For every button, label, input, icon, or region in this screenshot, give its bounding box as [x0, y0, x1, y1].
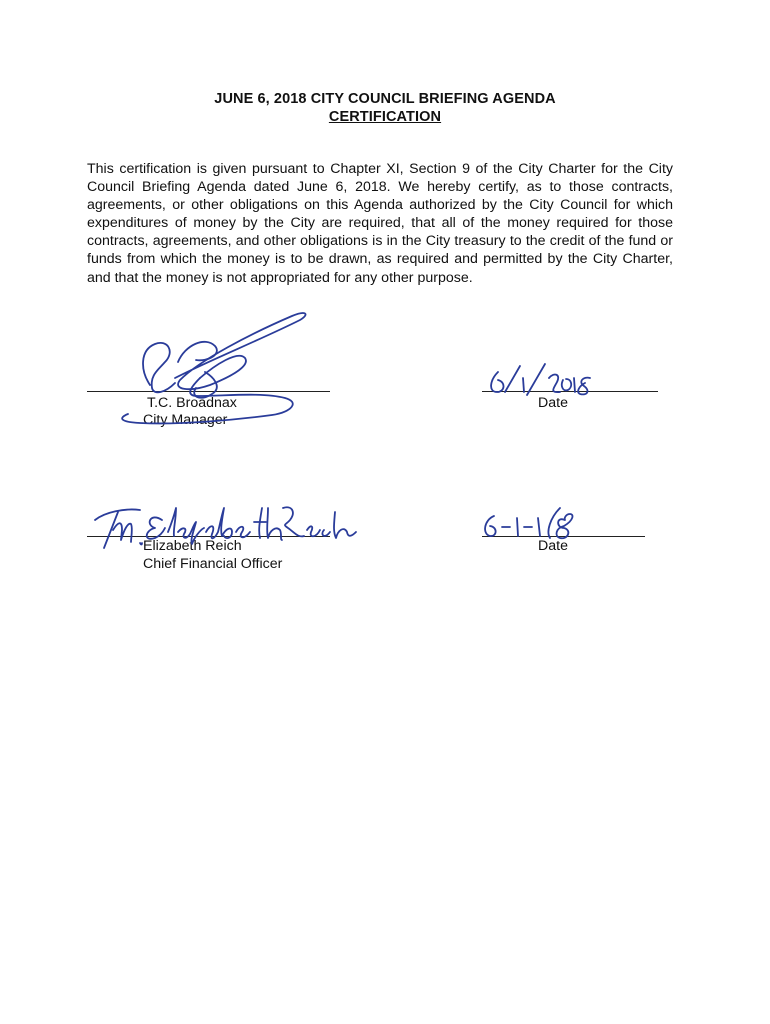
signatory-name-cfo: Elizabeth Reich: [143, 538, 242, 554]
date-label-cfo: Date: [538, 538, 568, 554]
certification-paragraph: This certification is given pursuant to Chapter XI, Section 9 of the City Charter for the City Council Briefing Agenda dated June 6, 2018. We hereby certify, as to those contracts, agreements, or other obligations on this Agenda authorized by the City Council for which expenditures of money by the City are required, that all of the money required for those contracts, agreements, and other obligations is in the City treasury to the credit of the fund or funds from which the money is to be drawn, as required and permitted by the City Charter, and that the money is not appropriated for any other purpose.: [87, 161, 673, 286]
document-title: JUNE 6, 2018 CITY COUNCIL BRIEFING AGENDA: [214, 91, 556, 107]
signatory-title-city-manager: City Manager: [143, 412, 228, 428]
document-subtitle: CERTIFICATION: [328, 109, 442, 125]
signatory-title-cfo: Chief Financial Officer: [143, 556, 283, 572]
signatory-name-city-manager: T.C. Broadnax: [147, 395, 237, 411]
date-label-city-manager: Date: [538, 395, 568, 411]
